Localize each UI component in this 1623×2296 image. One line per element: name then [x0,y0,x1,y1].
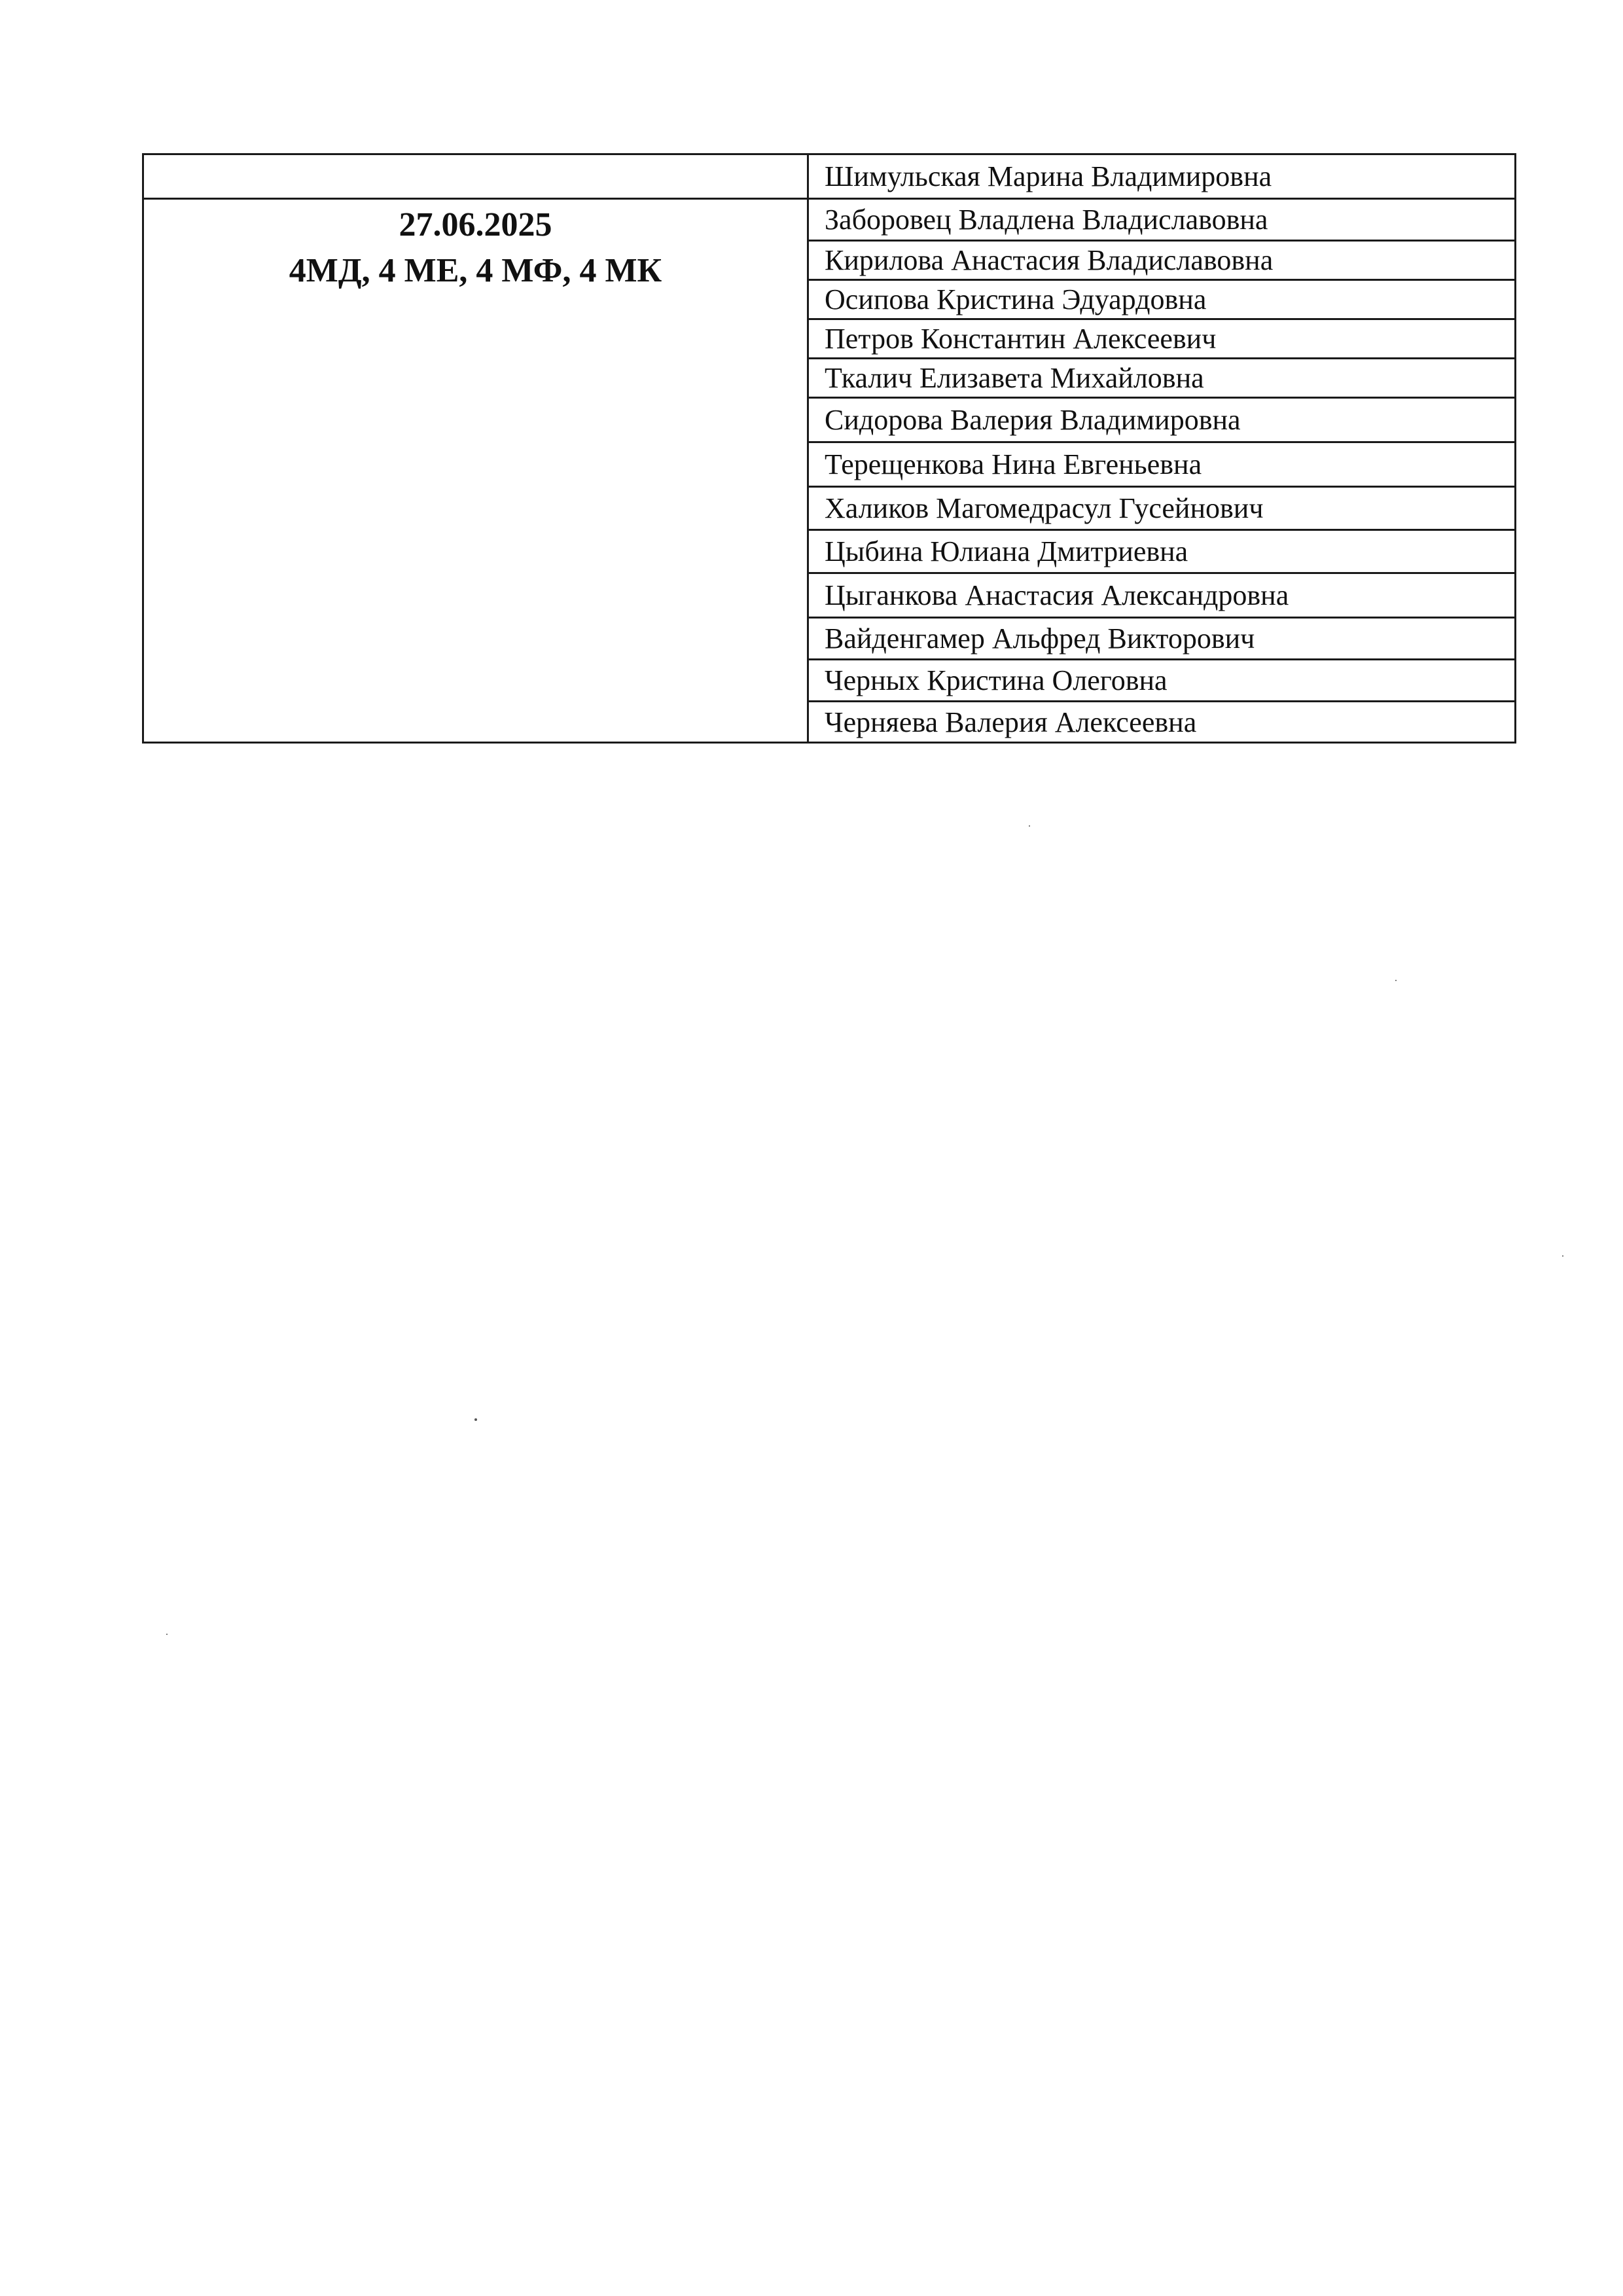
table-row [809,531,1514,574]
student-name: Осипова Кристина Эдуардовна [825,283,1207,315]
table-row [809,702,1514,742]
table-row [809,488,1514,531]
scan-speck [1562,1255,1563,1257]
student-name: Ткалич Елизавета Михайловна [825,362,1204,394]
student-name: Вайденгамер Альфред Викторович [825,622,1255,655]
table-row [809,320,1514,359]
table-row [809,443,1514,488]
schedule-table [142,153,1516,744]
student-name: Сидорова Валерия Владимировна [825,404,1241,436]
student-name: Кирилова Анастасия Владиславовна [825,244,1274,276]
table-row [809,574,1514,619]
student-name: Халиков Магомедрасул Гусейнович [825,492,1264,524]
table-row [809,155,1514,200]
table-row [809,359,1514,399]
student-name: Заборовец Владлена Владиславовна [825,204,1268,236]
student-name: Терещенкова Нина Евгеньевна [825,448,1202,480]
scan-speck [474,1418,477,1421]
names-column [809,155,1514,742]
table-row [809,242,1514,281]
student-name: Цыганкова Анастасия Александровна [825,579,1289,611]
student-name: Шимульская Марина Владимировна [825,160,1272,192]
table-row [809,399,1514,443]
scan-speck [1395,980,1397,981]
student-name: Петров Константин Алексеевич [825,323,1217,355]
scan-speck [1029,825,1030,827]
student-name: Черняева Валерия Алексеевна [825,706,1197,738]
table-row [809,281,1514,320]
student-name: Черных Кристина Олеговна [825,664,1168,696]
date-group-cell [144,200,807,294]
scan-speck [166,1634,168,1635]
exam-date: 27.06.2025 [399,206,552,243]
group-list: 4МД, 4 МЕ, 4 МФ, 4 МК [289,252,662,289]
student-name: Цыбина Юлиана Дмитриевна [825,535,1188,567]
table-row [809,200,1514,242]
table-row [809,660,1514,702]
table-row [809,619,1514,660]
